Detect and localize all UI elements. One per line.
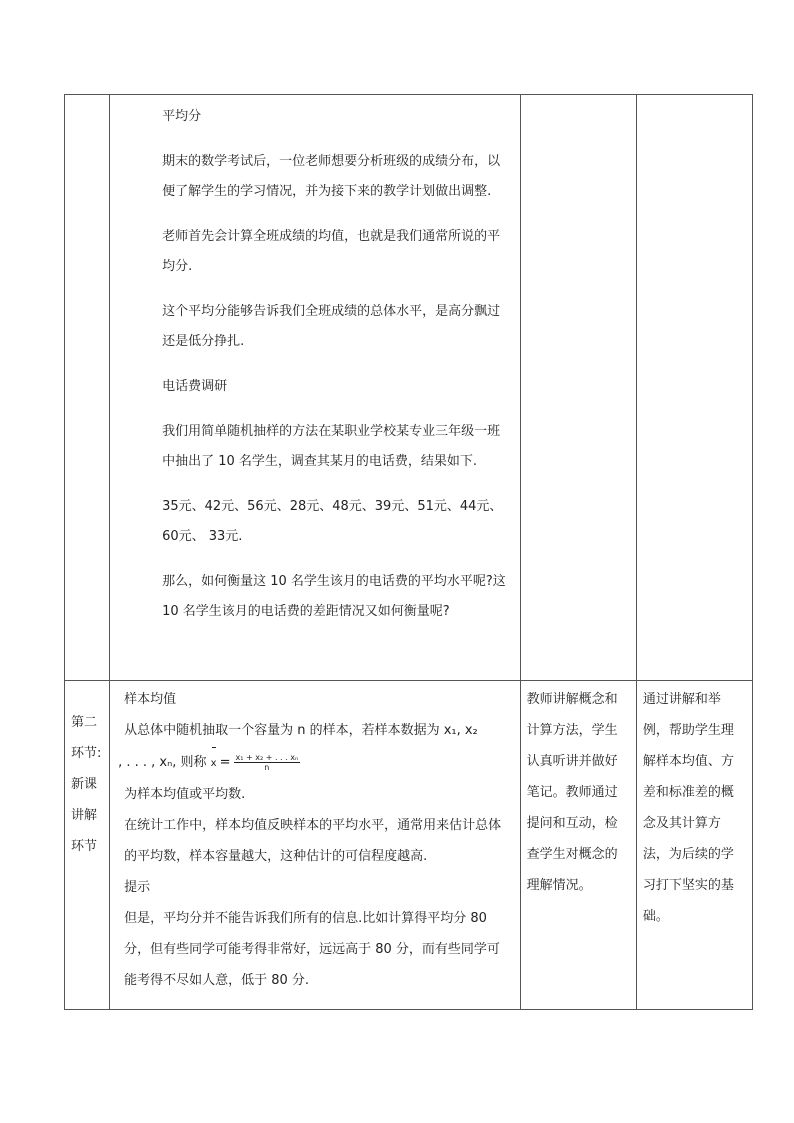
design-intent-cell: [636, 681, 752, 1010]
stage-cell: [65, 681, 110, 1010]
teacher-activity-cell: [520, 681, 636, 1010]
stage-label: 第二环节:新课讲解环节: [71, 715, 102, 854]
sample-definition-formula-line: [118, 746, 512, 779]
formula-numerator: x₁ + x₂ + . . . xₙ: [235, 753, 299, 762]
content-cell: [110, 681, 521, 1010]
paragraph-exam-analysis: 期末的数学考试后，一位老师想要分析班级的成绩分布，以便了解学生的学习情况，并为接下来的教学计划做出调整.: [162, 154, 501, 199]
paragraph-overall-level: 这个平均分能够告诉我们全班成绩的总体水平，是高分飘过还是低分挣扎.: [162, 304, 501, 349]
stage-cell-empty: [65, 95, 110, 681]
paragraph-mean-score: 老师首先会计算全班成绩的均值，也就是我们通常所说的平均分.: [162, 229, 501, 274]
design-intent-text: 通过讲解和举例，帮助学生理解样本均值、方差和标准差的概念及其计算方法，为后续的学习打下坚实的基础。: [642, 692, 734, 924]
sample-definition-prefix: , . . . , xₙ, 则称: [118, 755, 207, 770]
lesson-plan-table: [64, 94, 753, 1010]
heading-sample-mean: 样本均值: [124, 692, 177, 707]
tip-label: 提示: [124, 880, 151, 895]
table-row: [65, 95, 753, 681]
formula-fraction: [234, 753, 301, 772]
paragraph-statistics-work: 在统计工作中，样本均值反映样本的平均水平，通常用来估计总体的平均数，样本容量越大，这种估计的可信程度越高.: [124, 818, 502, 864]
content-cell: [110, 95, 521, 681]
paragraph-sampling: 我们用简单随机抽样的方法在某职业学校某专业三年级一班中抽出了 10 名学生，调查其某月的电话费，结果如下.: [162, 424, 501, 469]
sample-mean-label: 为样本均值或平均数.: [124, 787, 246, 802]
subheading-average-score: 平均分: [162, 109, 202, 124]
paragraph-question: 那么，如何衡量这 10 名学生该月的电话费的平均水平呢?这 10 名学生该月的电话费的差距情况又如何衡量呢?: [162, 574, 506, 619]
design-intent-cell-empty: [636, 95, 752, 681]
paragraph-phone-fees: 35元、42元、56元、28元、48元、39元、51元、44元、60元、 33元.: [162, 499, 503, 544]
teacher-activity-cell-empty: [520, 95, 636, 681]
formula-variable: x: [211, 746, 217, 779]
formula-denominator: n: [264, 763, 270, 772]
teacher-activity-text: 教师讲解概念和计算方法，学生认真听讲并做好笔记。教师通过提问和互动，检查学生对概念的理解情况。: [526, 692, 618, 893]
formula-equals: =: [219, 755, 231, 770]
subheading-phone-survey: 电话费调研: [162, 379, 228, 394]
sample-mean-formula: [211, 746, 300, 779]
paragraph-limitation: 但是，平均分并不能告诉我们所有的信息.比如计算得平均分 80 分，但有些同学可能考得非常好，远远高于 80 分，而有些同学可能考得不尽如人意，低于 80 分.: [124, 911, 500, 988]
sample-definition-line: 从总体中随机抽取一个容量为 n 的样本，若样本数据为 x₁, x₂: [124, 723, 478, 738]
table-row: [65, 681, 753, 1010]
